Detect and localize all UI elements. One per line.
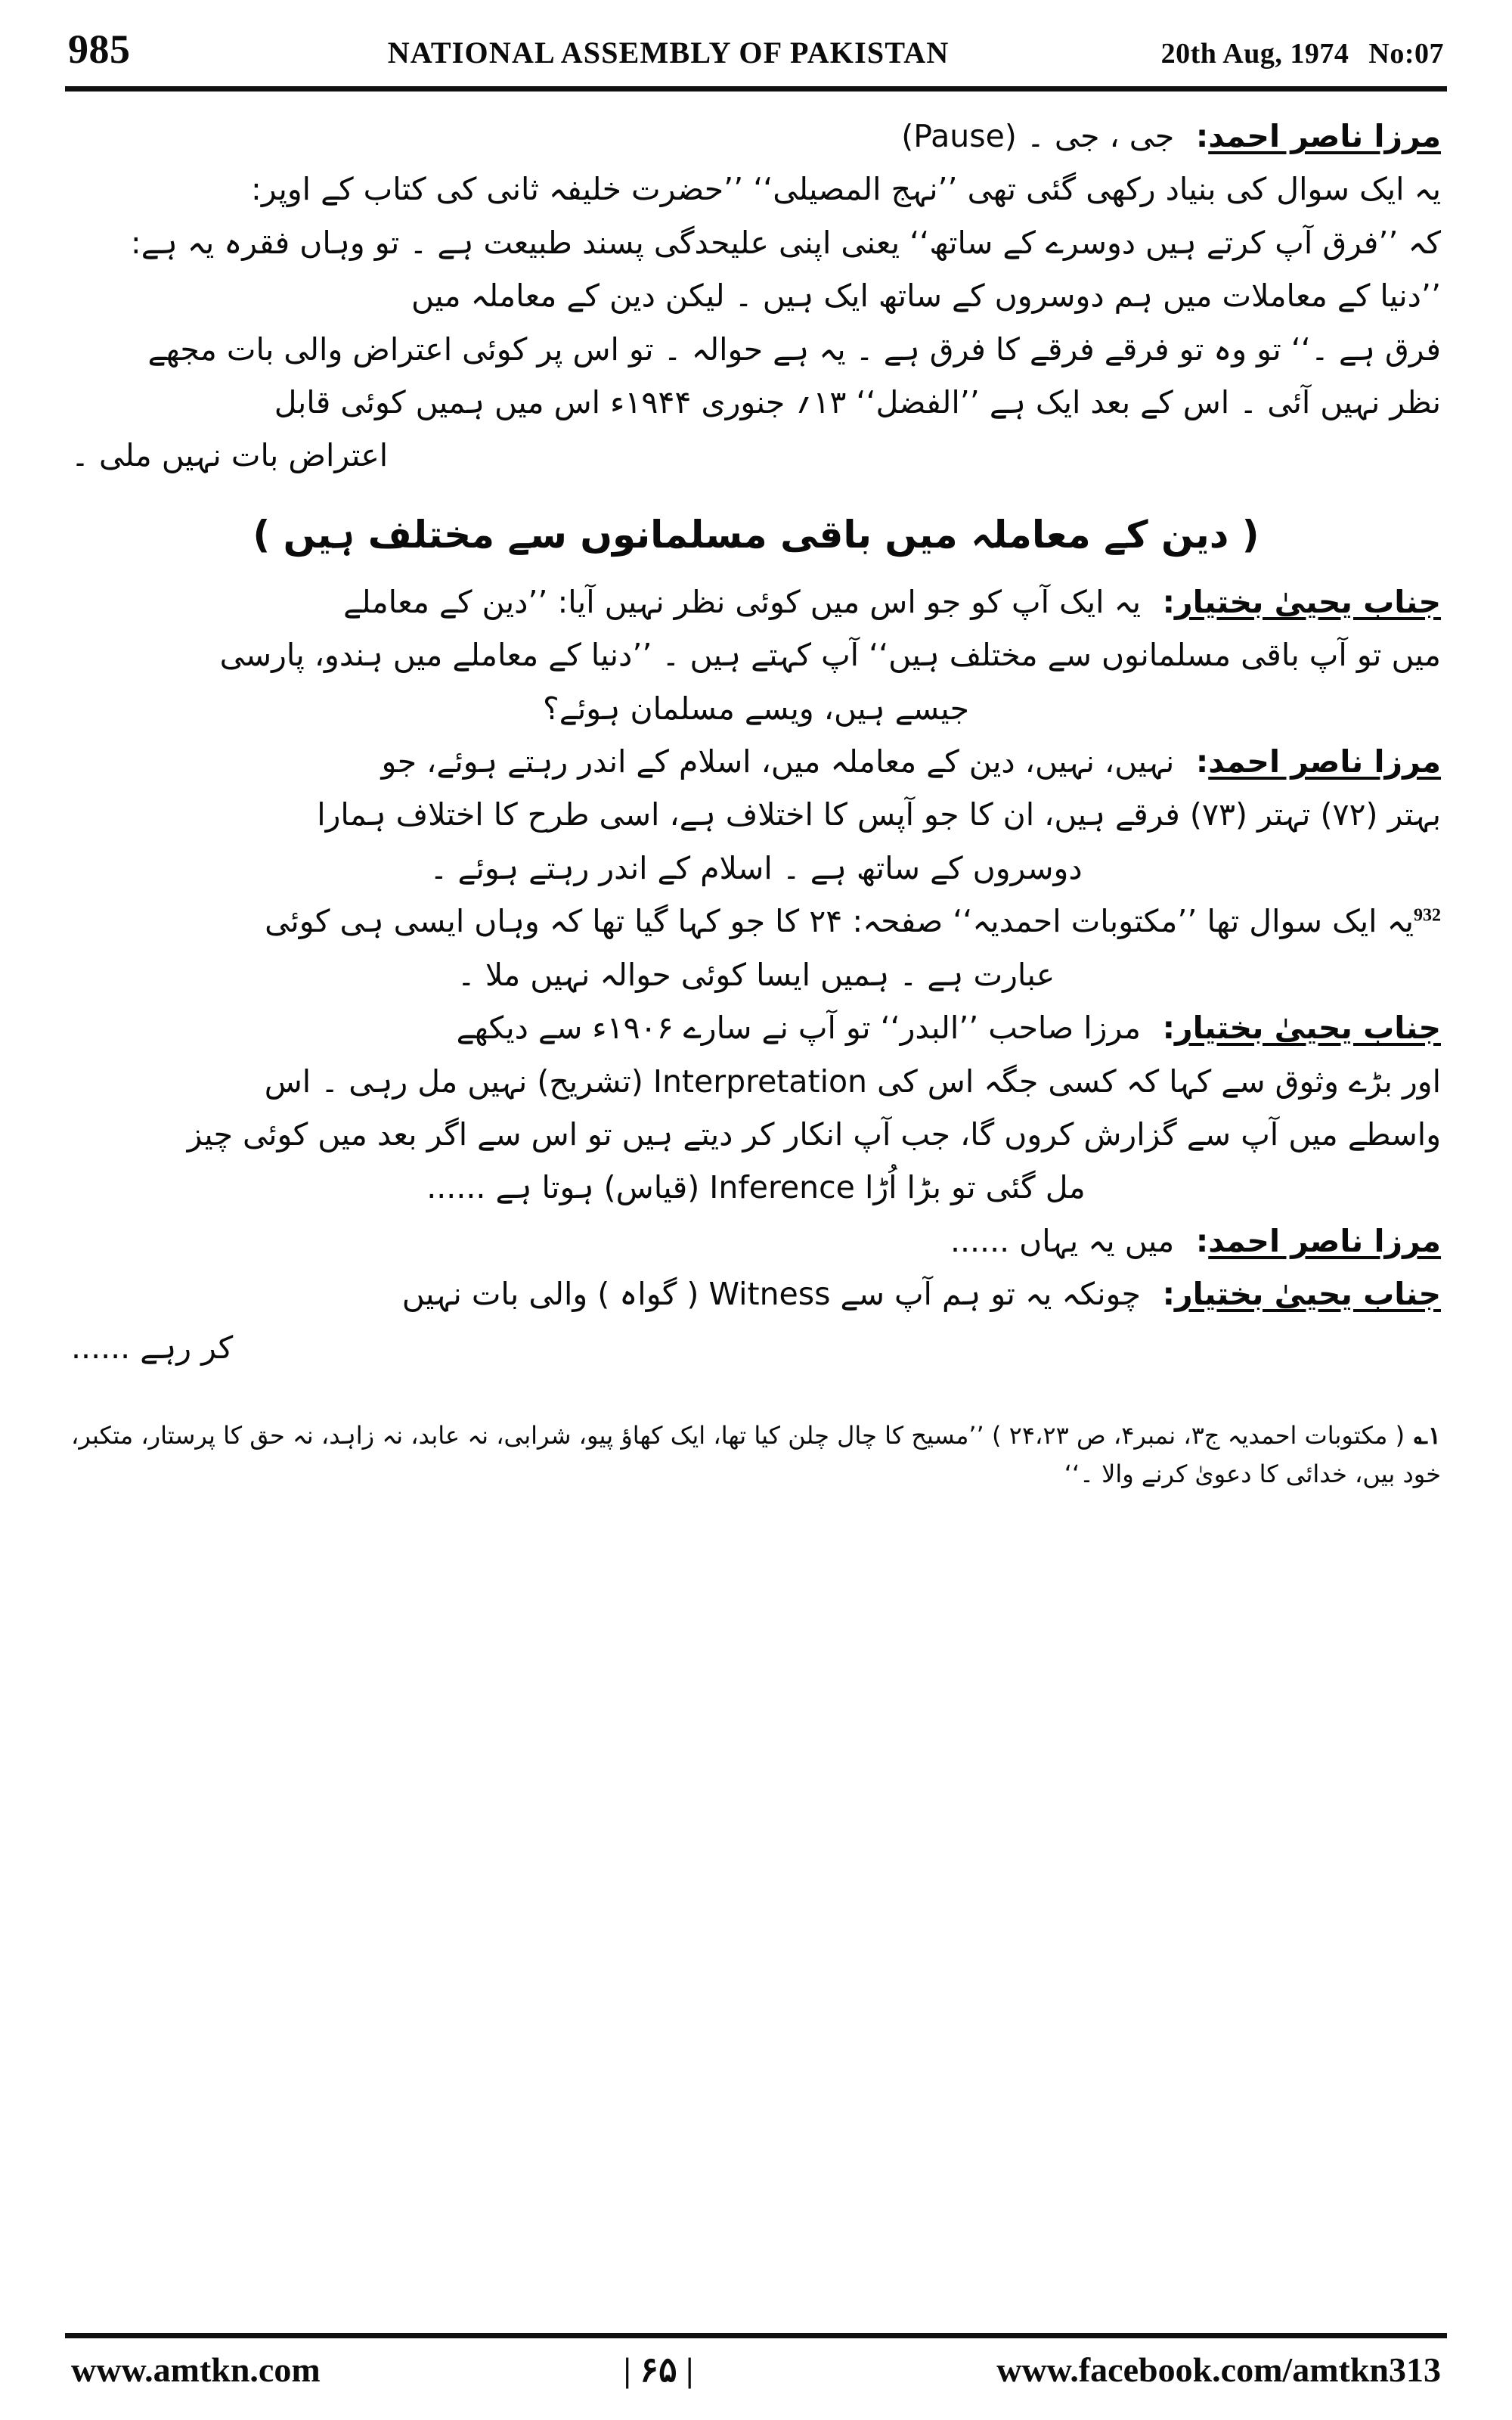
transcript-line: مرزا ناصر احمد: جی ، جی ۔ (Pause) [901,118,1441,154]
transcript-line: جیسے ہیں، ویسے مسلمان ہوئے؟ [543,690,969,727]
transcript-text: چونکہ یہ تو ہم آپ سے Witness ( گواہ ) والی بات نہیں [401,1276,1142,1313]
speaker-name: مرزا ناصر احمد [1208,1222,1441,1259]
transcript-text: یہ ایک سوال تھا ’’مکتوبات احمدیہ‘‘ صفحہ: ۲۴ کا جو کہا گیا تھا کہ وہاں ایسی ہی کوئی [265,903,1414,940]
transcript-line-with-footnote [71,896,1441,946]
transcript-text: نہیں، نہیں، دین کے معاملہ میں، اسلام کے اندر رہتے ہوئے، جو [381,743,1175,780]
speaker-name: جناب یحییٰ بختیار [1174,1010,1441,1047]
paragraph-block-1 [71,111,1441,481]
transcript-text: میں یہ یہاں ...... [950,1222,1175,1259]
footer-page-number: | ۶۵ | [623,2350,694,2389]
footer-divider [65,2333,1447,2338]
header-issue: No:07 [1368,38,1444,70]
document-title: NATIONAL ASSEMBLY OF PAKISTAN [387,36,950,70]
header-date: 20th Aug, 1974 [1160,38,1349,70]
page-footer [48,2333,1464,2390]
transcript-line: کر رہے ...... [71,1329,234,1366]
transcript-line: جناب یحییٰ بختیار: چونکہ یہ تو ہم آپ سے Witness ( گواہ ) والی بات نہیں [401,1276,1441,1313]
footnote-block [71,1416,1441,1494]
transcript-line: عبارت ہے ۔ ہمیں ایسا کوئی حوالہ نہیں ملا ۔ [457,956,1055,993]
transcript-line: جناب یحییٰ بختیار: مرزا صاحب ’’البدر‘‘ تو آپ نے سارے ۱۹۰۶ء سے دیکھے [456,1010,1441,1047]
section-heading: ( دین کے معاملہ میں باقی مسلمانوں سے مختلف ہیں ) [253,512,1259,557]
transcript-line: یہ ایک سوال کی بنیاد رکھی گئی تھی ’’نہج المصیلی‘‘ ’’حضرت خلیفہ ثانی کی کتاب کے اوپر: [251,171,1441,208]
speaker-name: جناب یحییٰ بختیار [1174,1276,1441,1313]
transcript-line: مرزا ناصر احمد: میں یہ یہاں ...... [950,1222,1441,1259]
transcript-line: جناب یحییٰ بختیار: یہ ایک آپ کو جو اس میں کوئی نظر نہیں آیا: ’’دین کے معاملے [343,583,1441,620]
header-divider [65,86,1447,92]
speaker-name: مرزا ناصر احمد [1208,743,1441,780]
transcript-line: ’’دنیا کے معاملات میں ہم دوسروں کے ساتھ ایک ہیں ۔ لیکن دین کے معاملہ میں [411,278,1441,315]
page-header [48,0,1464,80]
transcript-line: فرق ہے ۔‘‘ تو وہ تو فرقے فرقے کا فرق ہے ۔ یہ ہے حوالہ ۔ تو اس پر کوئی اعتراض والی بات مجھے [147,330,1441,368]
header-date-issue [1161,37,1444,70]
transcript-line: اعتراض بات نہیں ملی ۔ [71,437,389,474]
footnote-text: ( مکتوبات احمدیہ ج۳، نمبر۴، ص ۲۴،۲۳ ) ’’مسیح کا چال چلن کیا تھا، ایک کھاؤ پیو، شرابی، نہ عابد، نہ زاہد، نہ حق کا پرستار، متکبر، خود بیں، خدائی کا دعویٰ کرنے والا ۔‘‘ [71,1420,1441,1489]
transcript-line: مل گئی تو بڑا اُڑا Inference (قیاس) ہوتا ہے ...... [426,1169,1086,1206]
transcript-line: بہتر (۷۲) تہتر (۷۳) فرقے ہیں، ان کا جو آپس کا اختلاف ہے، اسی طرح کا اختلاف ہمارا [317,796,1441,833]
footnote-number: ۱؎ [1414,1421,1442,1449]
speaker-name: جناب یحییٰ بختیار [1174,583,1441,620]
transcript-line: کہ ’’فرق آپ کرتے ہیں دوسرے کے ساتھ‘‘ یعنی اپنی علیحدگی پسند طبیعت ہے ۔ تو وہاں فقرہ یہ ہے: [130,224,1441,261]
transcript-text: یہ ایک آپ کو جو اس میں کوئی نظر نہیں آیا: ’’دین کے معاملے [343,583,1142,620]
footer-facebook-link[interactable]: www.facebook.com/amtkn313 [996,2350,1441,2389]
transcript-line: مرزا ناصر احمد: نہیں، نہیں، دین کے معاملہ میں، اسلام کے اندر رہتے ہوئے، جو [381,743,1441,780]
transcript-text: جی ، جی ۔ (Pause) [901,118,1175,154]
transcript-line: دوسروں کے ساتھ ہے ۔ اسلام کے اندر رہتے ہوئے ۔ [429,849,1083,886]
transcript-line: نظر نہیں آئی ۔ اس کے بعد ایک ہے ’’الفضل‘‘ ۱۳؍ جنوری ۱۹۴۴ء اس میں ہمیں کوئی قابل [274,384,1441,421]
transcript-line: واسطے میں آپ سے گزارش کروں گا، جب آپ انکار کر دیتے ہیں تو اس سے اگر بعد میں کوئی چیز [187,1115,1441,1153]
transcript-line: میں تو آپ باقی مسلمانوں سے مختلف ہیں‘‘ آپ کہتے ہیں ۔ ’’دنیا کے معاملے میں ہندو، پارسی [219,637,1441,674]
paragraph-block-2 [71,577,1441,1373]
footnote-reference: 932 [1414,905,1441,926]
transcript-line: اور بڑے وثوق سے کہا کہ کسی جگہ اس کی Interpretation (تشریح) نہیں مل رہی ۔ اس [264,1063,1441,1100]
transcript-text: مرزا صاحب ’’البدر‘‘ تو آپ نے سارے ۱۹۰۶ء سے دیکھے [456,1010,1142,1047]
speaker-name: مرزا ناصر احمد [1208,118,1441,154]
transcript-body [71,111,1441,1373]
page-number-top: 985 [68,26,131,72]
footer-website-link[interactable]: www.amtkn.com [71,2350,321,2389]
